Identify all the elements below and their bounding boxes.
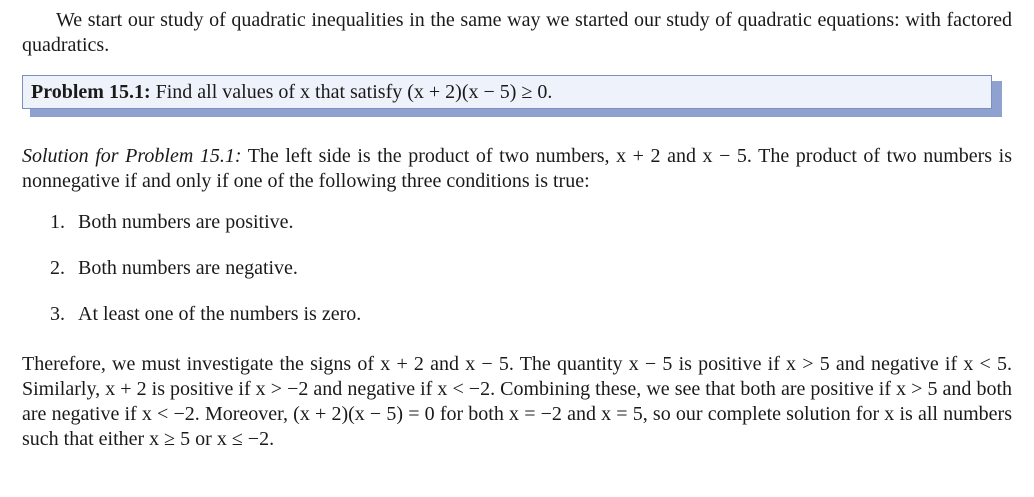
list-item-number: 2. — [50, 257, 65, 279]
page-content — [22, 8, 1012, 452]
list-item-number: 3. — [50, 303, 65, 325]
solution-text: The left side is the product of two numbers, x + 2 and x − 5. The product of two numbers is nonnegative if and only if one of the following three conditions is true: — [22, 145, 1012, 192]
problem-box — [22, 75, 1000, 113]
conditions-list — [22, 210, 1012, 348]
list-item-number: 1. — [50, 211, 65, 233]
list-item — [22, 210, 1012, 256]
solution-label: Solution for Problem 15.1: — [22, 145, 242, 167]
problem-box-body — [22, 75, 992, 109]
list-item-text: At least one of the numbers is zero. — [78, 303, 362, 325]
conclusion-paragraph: Therefore, we must investigate the signs of x + 2 and x − 5. The quantity x − 5 is positive if x > 5 and negative if x < 5. Similarly, x + 2 is positive if x > −2 and negative if x < −2. Combining these, we see that both are positive if x > 5 and both are negative if x < −2. Moreover, (x + 2)(x − 5) = 0 for both x = −2 and x = 5, so our complete solution for x is all numbers such that either x ≥ 5 or x ≤ −2. — [22, 353, 1012, 450]
problem-label: Problem 15.1: — [31, 81, 151, 103]
list-item — [22, 302, 1012, 348]
list-item-text: Both numbers are negative. — [78, 257, 298, 279]
list-item — [22, 256, 1012, 302]
intro-paragraph: We start our study of quadratic inequalities in the same way we started our study of quadratic equations: with factored quadratics. — [22, 9, 1012, 56]
problem-statement: Find all values of x that satisfy (x + 2)(x − 5) ≥ 0. — [155, 81, 553, 103]
list-item-text: Both numbers are positive. — [78, 211, 294, 233]
solution-paragraph — [22, 144, 1012, 194]
